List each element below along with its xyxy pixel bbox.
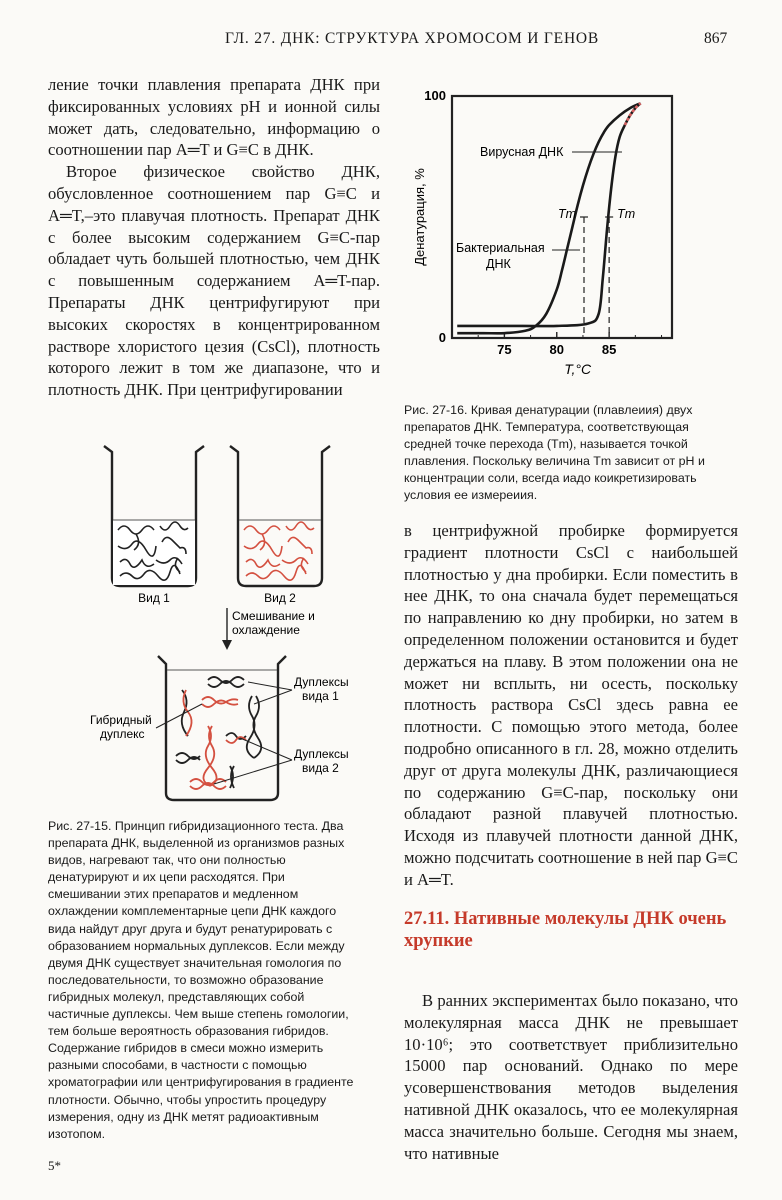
label-hybrid-line2: дуплекс: [100, 727, 145, 741]
leader-lines: [156, 682, 292, 784]
paragraph: В ранних экспериментах было показано, что молекулярная масса ДНК не превышает 10·10⁶; это соответствует приблизительно 15000 пар оснований. Однако по мере усовершенствования методов выделения нативной ДНК оказалось, что ее молекулярная масса значительно больше. Сегодня мы знаем, что нативные: [404, 991, 738, 1163]
running-title: ГЛ. 27. ДНК: СТРУКТУРА ХРОМОСОМ И ГЕНОВ: [225, 30, 600, 47]
left-column: [48, 74, 380, 401]
label-view-2: Вид 2: [264, 591, 296, 605]
annotation-tm-viral: Tm: [558, 207, 577, 221]
annotation-bacterial-dna: ДНК: [486, 257, 511, 271]
beaker-mixed: [158, 656, 286, 800]
label-mixing-line1: Смешивание и: [232, 609, 315, 623]
y-tick-label: 100: [424, 88, 446, 103]
label-view-1: Вид 1: [138, 591, 170, 605]
x-axis-label: T,°C: [564, 361, 592, 377]
beaker-view-1: [104, 446, 204, 586]
label-duplex1-line2: вида 1: [302, 689, 339, 703]
y-tick-label: 0: [438, 330, 446, 345]
label-duplex1-line1: Дуплексы: [294, 675, 349, 689]
x-tick-label: 75: [497, 342, 512, 357]
annotation-bacterial-dna: Бактериальная: [456, 241, 545, 255]
section-body: [404, 990, 738, 1164]
series-line-viral-dna: [457, 103, 640, 333]
annotation-tm-bacterial: Tm: [617, 207, 636, 221]
figure-27-15-caption: Рис. 27-15. Принцип гибридизационного теста. Два препарата ДНК, выделенной из организмов разных видов, нагревают так, что они полностью денатурируют и их цепи расходятся. При смешивании этих препаратов и медленном охлаждении комплементарные цепи ДНК каждого вида найдут друг друга и будут ренатурировать с образованием нормальных дуплексов. Если между двумя ДНК существует значительная гомология по последовательности, то возможно образование гибридных молекул, представляющих собой частичные дуплексы. Чем выше степень гомологии, тем больше вероятность образования гибридов. Содержание гибридов в смеси можно измерить разными способами, в частности с помощью хроматографии или центрифугирования в градиенте плотности. Обычно, чтобы упростить процедуру измерения, одну из ДНК метят радиоактивным изотопом.: [48, 819, 354, 1141]
series-line-bacterial-dna: [457, 103, 640, 326]
page-header: [0, 30, 782, 54]
label-duplex2-line1: Дуплексы: [294, 747, 349, 761]
dna-strands-red: [244, 522, 314, 580]
paragraph: Второе физическое свойство ДНК, обусловленное соотношением пар G≡C и A═T,–это плавучая плотность. Препарат ДНК с более высоким содержанием G≡C-пар обладает чуть большей плотностью, чем ДНК с повышенным содержанием A═T-пар. Препараты ДНК центрифугируют при высоких скоростях в концентрированном растворе хлористого цезия (CsCl), плотность которого лежит в том же диапазоне, что и плотность ДНК. При центрифугировании: [48, 162, 380, 400]
label-duplex2-line2: вида 2: [302, 761, 339, 775]
right-column: [404, 520, 738, 891]
label-hybrid-line1: Гибридный: [90, 713, 152, 727]
x-tick-label: 80: [549, 342, 564, 357]
annotation-viral-dna: Вирусная ДНК: [480, 145, 564, 159]
label-mixing-line2: охлаждение: [232, 623, 300, 637]
page-number: 867: [704, 30, 728, 47]
y-axis-label: Денатурация, %: [412, 168, 427, 266]
chart-series: [457, 103, 640, 338]
melting-curve-svg: [404, 82, 704, 382]
down-arrow-icon: [222, 608, 232, 650]
signature-mark: 5*: [48, 1158, 61, 1173]
paragraph: в центрифужной пробирке формируется градиент плотности CsCl с наибольшей плотностью у дна пробирки. Если поместить в нее ДНК, то она сначала будет перемещаться по направлению ко дну пробирки, но затем в определенном положении остановится и будет держаться на плаву. В этом положении она не может ни всплыть, ни осесть, поскольку плотность раствора CsCl здесь равна ее плотности. С помощью этого метода, более подробно описанного в гл. 28, можно отделить друг от друга молекулы ДНК, различающиеся по содержанию G≡C-пар, поскольку они обладают разной плавучей плотностью. Исходя из плавучей плотности данной ДНК, можно подсчитать соотношение в ней пар G≡C и A═T.: [404, 521, 738, 889]
section-heading: 27.11. Нативные молекулы ДНК очень хрупкие: [404, 909, 727, 951]
chart-ticks: [412, 88, 662, 377]
paragraph: ление точки плавления препарата ДНК при фиксированных условиях pH и ионной силы может дать, следовательно, информацию о соотношении пар A═T и G≡C в ДНК.: [48, 75, 380, 160]
duplex-strands: [176, 677, 261, 789]
figure-27-16-chart: [404, 82, 704, 382]
hybridization-diagram-svg: [90, 438, 390, 808]
x-tick-label: 85: [601, 342, 617, 357]
beaker-view-2: [230, 446, 330, 586]
figure-27-15-diagram: [90, 438, 390, 808]
figure-27-16-caption: Рис. 27-16. Кривая денатурации (плавлеиия) двух препаратов ДНК. Температура, соответствующая средней точке перехода (Tm), называется точкой плавления. Поскольку величина Tm зависит от pH и концентрации соли, всегда иадо коикретизировать условия ее измереиия.: [404, 403, 705, 503]
